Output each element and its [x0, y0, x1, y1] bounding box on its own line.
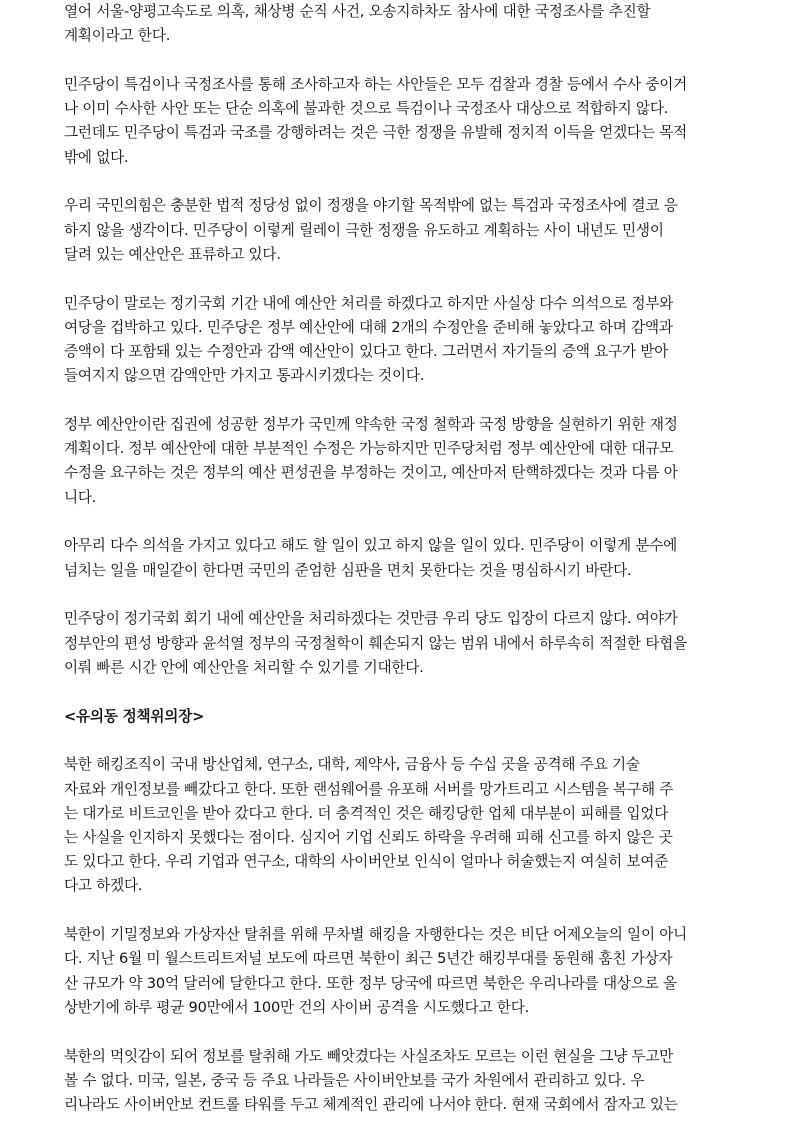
text-line: 니다.: [64, 488, 97, 506]
paragraph: [64, 73, 732, 170]
text-line: 민주당이 정기국회 회기 내에 예산안을 처리하겠다는 것만큼 우리 당도 입장이 다르지 않다. 여야가: [64, 610, 678, 628]
text-line: 는 사실을 인지하지 못했다는 점이다. 심지어 기업 신뢰도 하락을 우려해 피해 신고를 하지 않은 곳: [64, 829, 673, 847]
text-line: 다고 하겠다.: [64, 877, 143, 895]
paragraph: [64, 753, 732, 898]
text-line: 자료와 개인정보를 빼갔다고 한다. 또한 랜섬웨어를 유포해 서버를 망가트리고 시스템을 복구해 주: [64, 780, 674, 798]
paragraph: [64, 413, 732, 510]
text-line: 수정을 요구하는 것은 정부의 예산 편성권을 부정하는 것이고, 예산마저 탄핵하겠다는 것과 다름 아: [64, 464, 678, 482]
text-line: 하지 않을 생각이다. 민주당이 이렇게 릴레이 극한 정쟁을 유도하고 계획하는 사이 내년도 민생이: [64, 221, 664, 239]
text-line: 정부안의 편성 방향과 윤석열 정부의 국정철학이 훼손되지 않는 범위 내에서 하루속히 적절한 타협을: [64, 634, 688, 652]
text-line: 나 이미 수사한 사안 또는 단순 의혹에 불과한 것으로 특검이나 국정조사 대상으로 적합하지 않다.: [64, 100, 669, 118]
text-line: 계획이다. 정부 예산안에 대한 부분적인 수정은 가능하지만 민주당처럼 정부 예산안에 대한 대규모: [64, 440, 674, 458]
text-line: 북한 해킹조직이 국내 방산업체, 연구소, 대학, 제약사, 금융사 등 수십 곳을 공격해 주요 기술: [64, 756, 640, 774]
paragraph: [64, 534, 732, 582]
text-line: 도 있다고 한다. 우리 기업과 연구소, 대학의 사이버안보 인식이 얼마나 허술했는지 여실히 보여준: [64, 853, 669, 871]
text-line: 이뤄 빠른 시간 안에 예산안을 처리할 수 있기를 기대한다.: [64, 658, 424, 676]
text-line: 볼 수 없다. 미국, 일본, 중국 등 주요 나라들은 사이버안보를 국가 차원에서 관리하고 있다. 우: [64, 1071, 645, 1089]
document-page: [64, 0, 732, 1142]
text-line: 북한의 먹잇감이 되어 정보를 탈취해 가도 빼앗겼다는 사실조차도 모르는 이런 현실을 그냥 두고만: [64, 1047, 674, 1065]
paragraph: [64, 292, 732, 389]
text-line: 정부 예산안이란 집권에 성공한 정부가 국민께 약속한 국정 철학과 국정 방향을 실현하기 위한 재정: [64, 416, 678, 434]
text-line: 계획이라고 한다.: [64, 27, 171, 45]
paragraph: [64, 923, 732, 1020]
text-line: 상반기에 하루 평균 90만에서 100만 건의 사이버 공격을 시도했다고 한다.: [64, 998, 530, 1016]
paragraph: [64, 194, 732, 267]
text-line: 산 규모가 약 30억 달러에 달한다고 한다. 또한 정부 당국에 따르면 북한은 우리나라를 대상으로 올: [64, 974, 677, 992]
text-line: 그런데도 민주당이 특검과 국조를 강행하려는 것은 극한 정쟁을 유발해 정치적 이득을 얻겠다는 목적: [64, 124, 688, 142]
paragraph: [64, 1045, 732, 1118]
text-line: 열어 서울-양평고속도로 의혹, 채상병 순직 사건, 오송지하차도 참사에 대한 국정조사를 추진할: [64, 3, 651, 20]
text-line: 증액이 다 포함돼 있는 수정안과 감액 예산안이 있다고 한다. 그러면서 자기들의 증액 요구가 받아: [64, 343, 669, 361]
text-line: 민주당이 말로는 정기국회 기간 내에 예산안 처리를 하겠다고 하지만 사실상 다수 의석으로 정부와: [64, 294, 674, 312]
text-line: 우리 국민의힘은 충분한 법적 정당성 없이 정쟁을 야기할 목적밖에 없는 특검과 국정조사에 결코 응: [64, 197, 678, 215]
text-line: 리나라도 사이버안보 컨트롤 타워를 두고 체계적인 관리에 나서야 한다. 현재 국회에서 잠자고 있는: [64, 1096, 678, 1114]
text-line: 아무리 다수 의석을 가지고 있다고 해도 할 일이 있고 하지 않을 일이 있다. 민주당이 이렇게 분수에: [64, 537, 678, 555]
text-line: 다. 지난 6월 미 월스트리트저널 보도에 따르면 북한이 최근 5년간 해킹부대를 동원해 훔친 가상자: [64, 950, 673, 968]
text-line: 는 대가로 비트코인을 받아 갔다고 한다. 더 충격적인 것은 해킹당한 업체 대부분이 피해를 입었다: [64, 804, 669, 822]
text-line: 밖에 없다.: [64, 148, 129, 166]
section-heading: <유의동 정책위의장>: [64, 707, 205, 725]
text-line: 넘치는 일을 매일같이 한다면 국민의 준엄한 심판을 면치 못한다는 것을 명심하시기 바란다.: [64, 561, 632, 579]
text-line: 북한이 기밀정보와 가상자산 탈취를 위해 무차별 해킹을 자행한다는 것은 비단 어제오늘의 일이 아니: [64, 926, 688, 944]
text-line: 민주당이 특검이나 국정조사를 통해 조사하고자 하는 사안들은 모두 검찰과 경찰 등에서 수사 중이거: [64, 76, 688, 93]
text-line: 달려 있는 예산안은 표류하고 있다.: [64, 245, 281, 263]
paragraph: [64, 0, 732, 48]
text-line: 여당을 겁박하고 있다. 민주당은 정부 예산안에 대해 2개의 수정안을 준비해 놓았다고 하며 감액과: [64, 318, 673, 336]
paragraph: [64, 607, 732, 680]
text-line: 들여지지 않으면 감액안만 가지고 통과시키겠다는 것이다.: [64, 367, 425, 385]
